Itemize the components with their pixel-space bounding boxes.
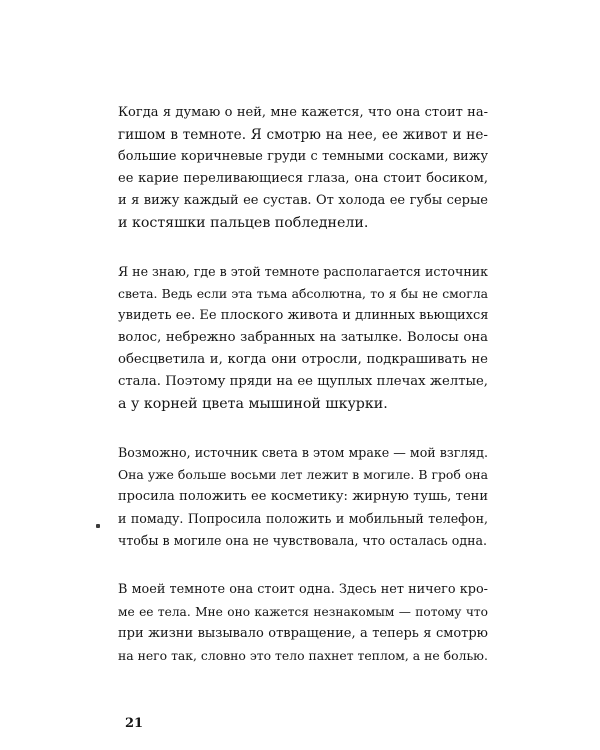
text-line: Я не знаю, где в этой темноте располагается источник (118, 264, 488, 279)
text-line: при жизни вызывало отвращение, а теперь я смотрю (118, 626, 488, 641)
text-line: а у корней цвета мышиной шкурки. (118, 396, 388, 412)
paragraph-2 (118, 261, 488, 415)
text-line: ее карие переливающиеся глаза, она стоит босиком, (118, 171, 488, 186)
text-line: большие коричневые груди с темными сосками, вижу (118, 149, 488, 164)
body-text (118, 102, 488, 694)
text-line: ме ее тела. Мне оно кажется незнакомым — потому что (118, 605, 488, 619)
text-line: чтобы в могиле она не чувствовала, что осталась одна. (118, 533, 488, 548)
text-line: и помаду. Попросила положить и мобильный телефон, (118, 511, 488, 526)
text-line: просила положить ее косметику: жирную тушь, тени (118, 489, 488, 504)
text-line: Когда я думаю о ней, мне кажется, что она стоит на- (118, 105, 488, 120)
text-line: обесцветила и, когда они отросли, подкрашивать не (118, 352, 488, 367)
paragraph-4 (118, 579, 488, 667)
margin-mark (96, 524, 100, 528)
page-number: 21 (125, 716, 144, 731)
text-line: Возможно, источник света в этом мраке — мой взгляд. (118, 445, 488, 460)
text-line: Она уже больше восьми лет лежит в могиле. В гроб она (118, 467, 488, 482)
text-line: на него так, словно это тело пахнет теплом, а не болью. (118, 648, 488, 663)
text-line: и я вижу каждый ее сустав. От холода ее губы серые (118, 193, 488, 208)
paragraph-1 (118, 102, 488, 234)
text-line: увидеть ее. Ее плоского живота и длинных вьющихся (118, 308, 489, 323)
text-line: света. Ведь если эта тьма абсолютна, то я бы не смогла (118, 286, 488, 301)
text-line: волос, небрежно забранных на затылке. Волосы она (118, 330, 488, 345)
text-line: гишом в темноте. Я смотрю на нее, ее живот и не- (118, 127, 488, 143)
text-line: и костяшки пальцев побледнели. (118, 215, 369, 231)
text-line: В моей темноте она стоит одна. Здесь нет ничего кро- (118, 582, 488, 597)
text-line: стала. Поэтому пряди на ее щуплых плечах желтые, (118, 374, 488, 389)
paragraph-3 (118, 442, 488, 552)
